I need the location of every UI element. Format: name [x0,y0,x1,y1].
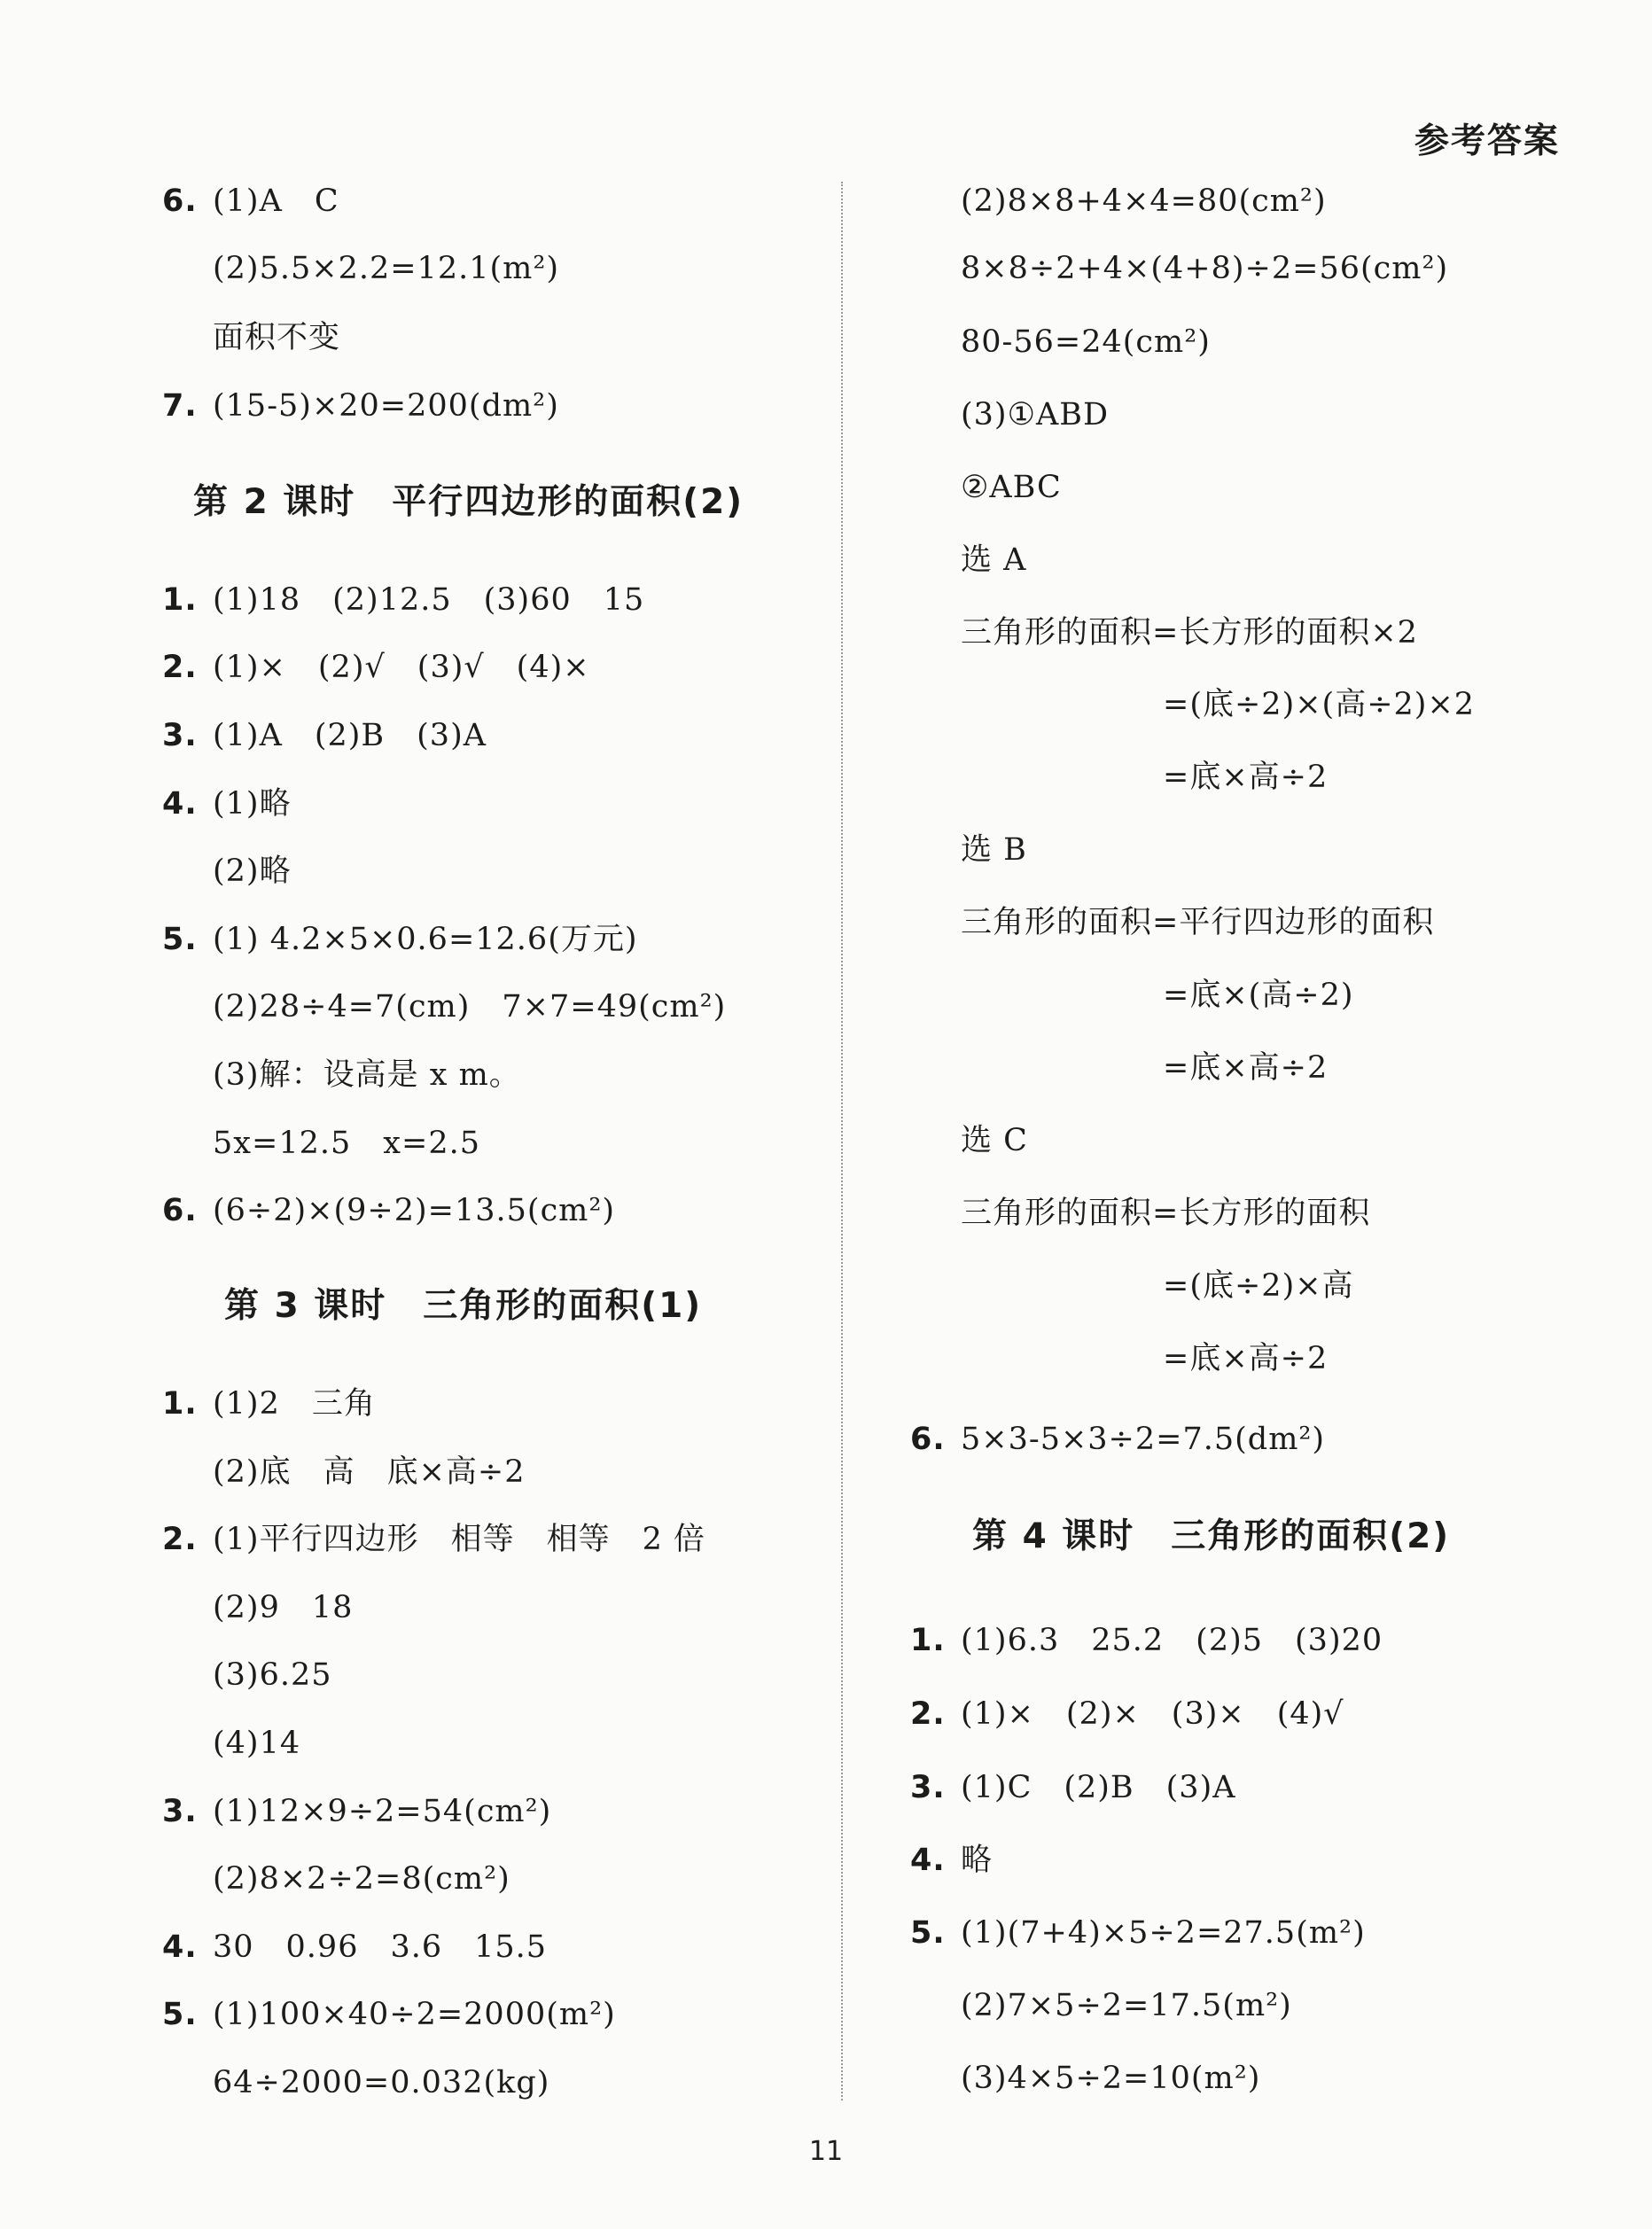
answer-text: (2)底 高 底×高÷2 [213,1454,526,1490]
answer-line [961,1988,1292,2023]
answer-line [213,1126,480,1161]
answer-text: (3)6.25 [213,1657,332,1693]
answer-text: 64÷2000=0.032(kg) [213,2065,550,2100]
answer-text: =底×(高÷2) [1163,978,1354,1013]
answer-text: (2)9 18 [213,1590,354,1625]
answer-line [1163,1050,1328,1086]
answer-text: 选 A [961,542,1027,578]
question-number: 4. [910,1843,946,1878]
question-number: 2. [162,1522,198,1557]
answer-line [961,615,1418,651]
answer-line [213,1057,521,1093]
question-number: 1. [910,1623,946,1658]
question-number: 1. [162,582,198,618]
answer-text: 三角形的面积=长方形的面积 [961,1196,1371,1231]
answer-line [961,251,1448,286]
answer-line [1163,687,1475,722]
question-number: 6. [910,1422,946,1457]
answer-text: (1)18 (2)12.5 (3)60 15 [213,582,645,618]
answer-line [910,1623,1383,1658]
answer-text: 80-56=24(cm²) [961,324,1211,360]
answer-line [1163,1341,1328,1376]
answer-text: (1)2 三角 [213,1386,376,1422]
answer-line [162,650,590,685]
answer-text: 略 [961,1843,994,1878]
answer-text: (1)6.3 25.2 (2)5 (3)20 [961,1623,1383,1658]
answer-line [961,905,1434,940]
answer-text: 选 B [961,832,1027,868]
answer-text: =底×高÷2 [1163,760,1329,795]
answer-line [162,1193,615,1228]
answer-text: 选 C [961,1123,1028,1158]
answer-text: 8×8÷2+4×(4+8)÷2=56(cm²) [961,251,1449,286]
column-divider [841,182,843,2100]
answer-line [961,542,1026,578]
question-number: 3. [162,1794,198,1829]
answer-text: (4)14 [213,1726,301,1761]
answer-text: 30 0.96 3.6 15.5 [213,1929,548,1965]
answer-line [213,989,726,1025]
answer-text: (6÷2)×(9÷2)=13.5(cm²) [213,1193,616,1228]
answer-text: (1)12×9÷2=54(cm²) [213,1794,552,1829]
answer-line [961,397,1109,433]
answer-line [910,1843,993,1878]
answer-text: ②ABC [961,470,1062,505]
answer-text: (1)C (2)B (3)A [961,1770,1236,1805]
page-number: 11 [808,2136,844,2167]
question-number: 2. [162,650,198,685]
answer-line [213,251,559,286]
answer-line [910,1696,1344,1732]
question-number: 5. [910,1915,946,1951]
answer-text: =底×高÷2 [1163,1050,1329,1086]
answer-line [162,1386,376,1422]
answer-text: (1)A C [213,183,339,219]
answer-text: (1)A (2)B (3)A [213,718,487,753]
answer-text: (1)略 [213,786,292,822]
answer-line [961,832,1027,868]
answer-line [213,853,292,889]
answer-line [961,324,1211,360]
answer-line [961,1196,1370,1231]
question-number: 5. [162,1997,198,2032]
answer-text: (3)4×5÷2=10(m²) [961,2061,1261,2096]
answer-line [213,1657,332,1693]
question-number: 5. [162,922,198,957]
answer-line [213,320,340,355]
answer-text: (2)略 [213,853,292,889]
answer-line [961,183,1327,219]
answer-line [910,1915,1366,1951]
answer-line [910,1770,1236,1805]
answer-line [1163,1268,1354,1304]
answer-text: (1) 4.2×5×0.6=12.6(万元) [213,922,638,957]
answer-text: (1)× (2)√ (3)√ (4)× [213,650,590,685]
answer-line [213,1590,353,1625]
section-title: 第 2 课时 平行四边形的面积(2) [193,482,744,522]
answer-line [213,1726,300,1761]
page-header-title: 参考答案 [1414,121,1560,161]
answer-text: (2)28÷4=7(cm) 7×7=49(cm²) [213,989,727,1025]
answer-text: 三角形的面积=平行四边形的面积 [961,905,1435,940]
answer-line [213,1861,510,1897]
answer-text: (15-5)×20=200(dm²) [213,388,559,424]
question-number: 2. [910,1696,946,1732]
answer-line [162,388,559,424]
answer-text: (1)(7+4)×5÷2=27.5(m²) [961,1915,1366,1951]
answer-line [910,1422,1325,1457]
answer-line [961,470,1062,505]
answer-text: (3)解：设高是 x m。 [213,1057,521,1093]
question-number: 6. [162,183,198,219]
question-number: 1. [162,1386,198,1422]
answer-text: (2)7×5÷2=17.5(m²) [961,1988,1292,2023]
answer-line [162,1794,551,1829]
answer-text: 三角形的面积=长方形的面积×2 [961,615,1418,651]
answer-line [162,1929,547,1965]
answer-text: 5×3-5×3÷2=7.5(dm²) [961,1422,1326,1457]
answer-text: (2)8×2÷2=8(cm²) [213,1861,510,1897]
answer-line [1163,978,1354,1013]
answer-text: (1)100×40÷2=2000(m²) [213,1997,616,2032]
answer-line [162,922,638,957]
answer-line [162,786,292,822]
section-title: 第 3 课时 三角形的面积(1) [224,1286,703,1326]
answer-line [213,2065,549,2100]
answer-text: (2)5.5×2.2=12.1(m²) [213,251,560,286]
answer-text: 5x=12.5 x=2.5 [213,1126,480,1161]
question-number: 6. [162,1193,198,1228]
question-number: 4. [162,1929,198,1965]
answer-text: =(底÷2)×(高÷2)×2 [1163,687,1476,722]
answer-text: =底×高÷2 [1163,1341,1329,1376]
question-number: 7. [162,388,198,424]
answer-line [162,718,487,753]
answer-text: (1)平行四边形 相等 相等 2 倍 [213,1522,705,1557]
answer-line [162,582,644,618]
answer-text: (2)8×8+4×4=80(cm²) [961,183,1327,219]
question-number: 4. [162,786,198,822]
answer-line [162,1522,705,1557]
answer-text: (3)①ABD [961,397,1110,433]
answer-text: =(底÷2)×高 [1163,1268,1354,1304]
question-number: 3. [162,718,198,753]
section-title: 第 4 课时 三角形的面积(2) [972,1516,1451,1556]
answer-text: 面积不变 [213,320,341,355]
question-number: 3. [910,1770,946,1805]
answer-line [1163,760,1328,795]
answer-line [961,1123,1028,1158]
answer-line [162,1997,616,2032]
answer-line [213,1454,526,1490]
answer-text: (1)× (2)× (3)× (4)√ [961,1696,1344,1732]
answer-line [961,2061,1260,2096]
answer-line [162,183,339,219]
